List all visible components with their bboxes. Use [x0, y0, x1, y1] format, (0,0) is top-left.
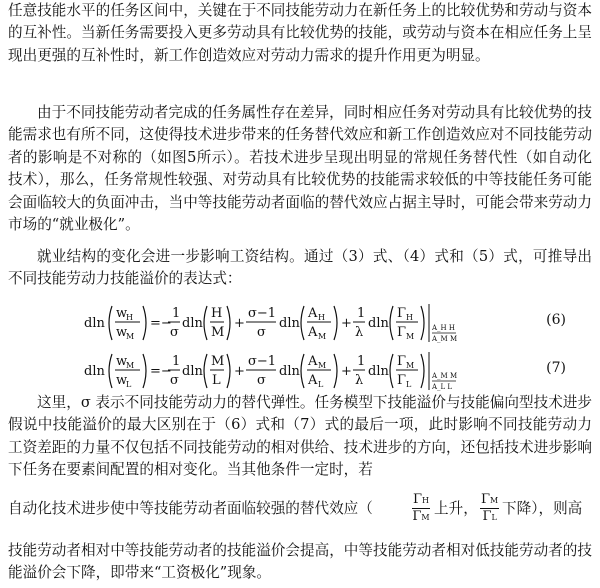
eq6-lhs-den: w: [116, 325, 128, 340]
eq6-lhs-den-sub: M: [126, 332, 135, 341]
inline-text-c: 下降），则高: [502, 500, 583, 517]
eq6-t1-den: σ: [170, 325, 179, 340]
inline-text-a: 自动化技术进步使中等技能劳动者面临较强的替代效应（: [8, 500, 373, 517]
eq6-t3-num: 1: [357, 306, 366, 321]
eq7-eval-top: A_M M: [432, 372, 458, 380]
eq7-t2-num: σ−1: [248, 354, 277, 369]
eq6-eval-top: A_H H: [432, 324, 455, 332]
svg-text:M: M: [406, 361, 415, 370]
paragraph-1: 任意技能水平的任务区间中，关键在于不同技能劳动力在新任务上的比较优势和劳动与资本的互补性。当新任务需要投入更多劳动具有比较优势的技能，或劳动与资本在相应任务上呈现出更强的互补性时，新工作创造效应对劳动力需求的提升作用更为明显。: [8, 2, 592, 64]
svg-text:+: +: [341, 316, 352, 331]
eq7-t3-fden: Γ: [397, 373, 407, 388]
eq7-lhs-num: w: [116, 354, 128, 369]
eq7-lhs-den: w: [116, 373, 128, 388]
eq6-t3-fden: Γ: [397, 325, 407, 340]
eq7-t3-num: 1: [357, 354, 366, 369]
eq7-t1-fden: L: [212, 373, 221, 388]
eq6-t1-fden: M: [211, 325, 225, 340]
eq6-eval-bot: A_M M: [432, 335, 458, 343]
svg-text:L: L: [406, 380, 412, 389]
svg-text:=−: =−: [150, 364, 172, 379]
equation-7: [0, 348, 600, 391]
eq6-number: (6): [546, 312, 566, 328]
svg-text:H: H: [318, 313, 325, 322]
eq6-t2-fnum: A: [308, 306, 318, 321]
eq6-lhs-num: w: [116, 306, 128, 321]
eq6-t2-num: σ−1: [248, 306, 277, 321]
svg-text:dln: dln: [182, 364, 203, 379]
eq6-t3-den: λ: [355, 325, 364, 340]
svg-text:dln: dln: [368, 364, 389, 379]
svg-text:H: H: [406, 313, 413, 322]
eq7-t2-den: σ: [257, 373, 266, 388]
eq7-number: (7): [546, 360, 566, 376]
eq6-lhs-num-sub: H: [126, 313, 133, 322]
paragraph-2: 由于不同技能劳动者完成的任务属性存在差异，同时相应任务对劳动具有比较优势的技能需求也有所不同，这使得技术进步带来的任务替代效应和新工作创造效应对不同技能劳动者的影响是不对称的（如图5所示）。若技术进步呈现出明显的常规任务替代性（如自动化技术），那么，任务常规性较强、对劳动具有比较优势的技能需求较低的中等技能任务可能会面临较大的负面冲击，当中等技能劳动者面临的替代效应占据主导时，可能会带来劳动力市场的“就业极化”。: [8, 104, 592, 234]
svg-text:M: M: [318, 332, 327, 341]
svg-text:L: L: [318, 380, 324, 389]
eq6-equals: =−: [150, 316, 172, 331]
svg-text:+: +: [234, 364, 245, 379]
svg-text:dln: dln: [84, 364, 105, 379]
eq7-t2-fnum: A: [308, 354, 318, 369]
eq7-t3-den: λ: [355, 373, 364, 388]
paragraph-4: 这里，σ 表示不同技能劳动力的替代弹性。任务模型下技能溢价与技能偏向型技术进步假说中技能溢价的最大区别在于（6）式和（7）式的最后一项，此时影响不同技能劳动力工资差距的力量不仅包括不同技能劳动的相对供给、技术进步的方向，还包括技术进步影响下任务在要素间配置的相对变化。当其他条件一定时，若: [8, 394, 592, 479]
svg-text:+: +: [341, 364, 352, 379]
svg-text:+: +: [234, 316, 245, 331]
eq7-t2-fden: A: [308, 373, 318, 388]
eq6-t2-den: σ: [257, 325, 266, 340]
inline-frac-gh-gm: $\frac{\Gamma H}{\Gamma M}$: [412, 492, 430, 524]
svg-text:dln: dln: [368, 316, 389, 331]
svg-text:dln: dln: [279, 316, 300, 331]
eq6-t1-fnum: H: [211, 306, 223, 321]
eq6-t1-num: 1: [172, 306, 181, 321]
inline-fraction-line: [0, 492, 600, 528]
eq7-t3-fnum: Γ: [397, 354, 407, 369]
inline-frac-gm-gl: $\frac{\Gamma M}{\Gamma L}$: [481, 492, 499, 524]
svg-text:dln: dln: [279, 364, 300, 379]
svg-text:L: L: [126, 380, 132, 389]
svg-text:M: M: [406, 332, 415, 341]
dln-label: dln: [84, 316, 105, 331]
eq7-t1-den: σ: [170, 373, 179, 388]
paragraph-3: 就业结构的变化会进一步影响工资结构。通过（3）式、（4）式和（5）式，可推导出不同技能劳动力技能溢价的表达式：: [8, 248, 592, 288]
eq6-t2-fden: A: [308, 325, 318, 340]
equation-6: [0, 300, 600, 343]
eq6-t3-fnum: Γ: [397, 306, 407, 321]
svg-text:M: M: [318, 361, 327, 370]
svg-text:M: M: [126, 361, 135, 370]
eq7-eval-bot: A_L L: [432, 383, 453, 391]
eq7-t1-fnum: M: [211, 354, 225, 369]
svg-text:dln: dln: [182, 316, 203, 331]
inline-text-b: 上升，: [434, 500, 478, 517]
eq7-t1-num: 1: [172, 354, 181, 369]
paragraph-4-end: 技能劳动者相对中等技能劳动者的技能溢价会提高，中等技能劳动者相对低技能劳动者的技能溢价会下降，即带来“工资极化”现象。: [8, 542, 592, 582]
